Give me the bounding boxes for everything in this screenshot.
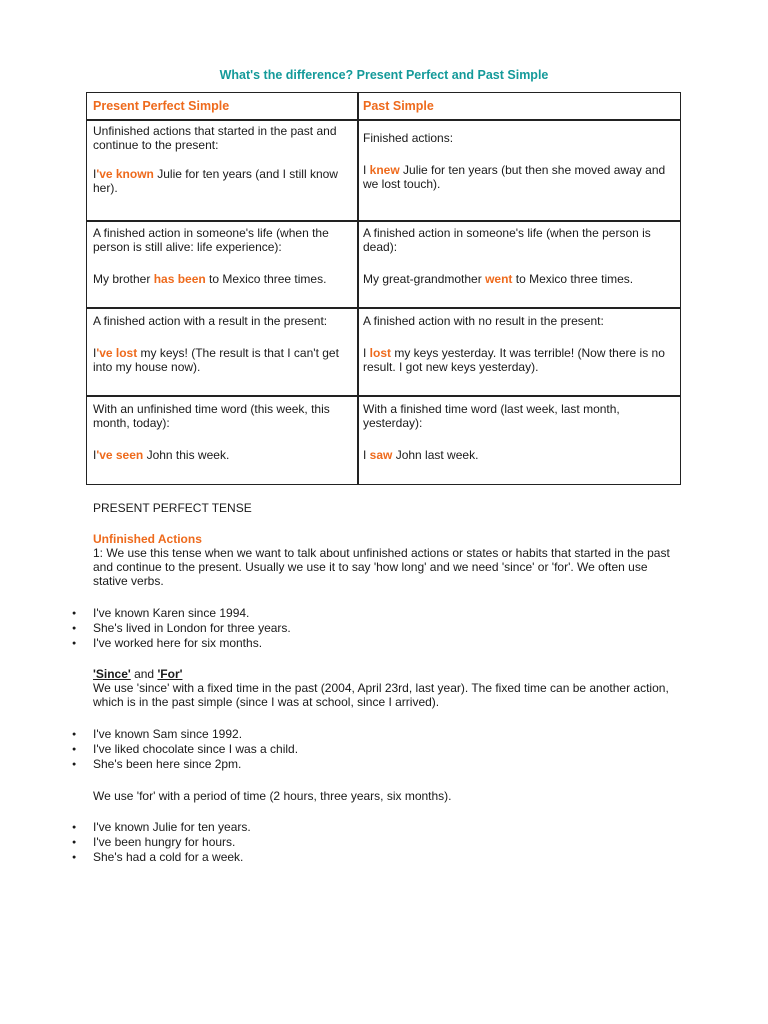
cell-example: I've lost my keys! (The result is that I can't get into my house now). — [93, 346, 339, 374]
table-cell — [363, 314, 679, 374]
cell-description: A finished action in someone's life (when the person is dead): — [363, 226, 651, 254]
table-cell — [93, 314, 351, 374]
cell-description: A finished action with no result in the present: — [363, 314, 604, 328]
unfinished-actions-section — [93, 532, 683, 588]
highlighted-verb: lost — [369, 346, 392, 360]
list-item: ● She's had a cold for a week. — [72, 850, 251, 865]
highlighted-verb: has been — [153, 272, 206, 286]
bullet-list — [72, 727, 298, 772]
cell-example: I've known Julie for ten years (and I still know her). — [93, 167, 338, 195]
table-row-divider — [87, 395, 680, 397]
highlighted-verb: 've lost — [96, 346, 138, 360]
list-item: ● I've known Sam since 1992. — [72, 727, 298, 742]
section-heading: Unfinished Actions — [93, 532, 202, 546]
cell-description: With a finished time word (last week, last month, yesterday): — [363, 402, 620, 430]
table-row-divider — [87, 307, 680, 309]
table-header-present-perfect: Present Perfect Simple — [93, 99, 230, 113]
list-item: ● I've known Karen since 1994. — [72, 606, 291, 621]
cell-example: My great-grandmother went to Mexico three times. — [363, 272, 634, 286]
since-label: 'Since' — [93, 667, 131, 681]
highlighted-verb: went — [485, 272, 513, 286]
table-row-divider — [87, 119, 680, 121]
highlighted-verb: 've known — [96, 167, 154, 181]
list-item: ● She's lived in London for three years. — [72, 621, 291, 636]
cell-example: I've seen John this week. — [93, 448, 230, 462]
cell-description: Finished actions: — [363, 131, 454, 145]
highlighted-verb: saw — [369, 448, 393, 462]
since-for-section — [93, 667, 683, 709]
comparison-table — [86, 92, 681, 485]
tense-heading: PRESENT PERFECT TENSE — [93, 501, 252, 515]
table-cell — [93, 124, 345, 195]
highlighted-verb: 've seen — [96, 448, 144, 462]
bullet-list — [72, 820, 251, 865]
bullet-list — [72, 606, 291, 651]
section-heading: 'Since' and 'For' — [93, 667, 183, 681]
table-cell — [363, 226, 679, 286]
table-row-divider — [87, 220, 680, 222]
table-cell — [93, 402, 355, 462]
section-paragraph: We use 'since' with a fixed time in the past (2004, April 23rd, last year). The fixed time can be another action, which is in the past simple (since I was at school, since I arrived). — [93, 681, 669, 709]
table-cell — [363, 131, 675, 191]
list-item: ● She's been here since 2pm. — [72, 757, 298, 772]
highlighted-verb: knew — [369, 163, 400, 177]
cell-description: Unfinished actions that started in the past and continue to the present: — [93, 124, 337, 152]
cell-description: With an unfinished time word (this week, this month, today): — [93, 402, 330, 430]
cell-example: I lost my keys yesterday. It was terrible! (Now there is no result. I got new keys yesterday). — [363, 346, 665, 374]
cell-description: A finished action in someone's life (when the person is still alive: life experience): — [93, 226, 329, 254]
document-title: What's the difference? Present Perfect and Past Simple — [219, 68, 549, 82]
table-column-divider — [357, 93, 359, 484]
cell-example: I saw John last week. — [363, 448, 479, 462]
for-paragraph: We use 'for' with a period of time (2 hours, three years, six months). — [93, 789, 452, 803]
cell-example: My brother has been to Mexico three times. — [93, 272, 327, 286]
table-cell — [363, 402, 663, 462]
list-item: ● I've worked here for six months. — [72, 636, 291, 651]
section-paragraph: 1: We use this tense when we want to talk about unfinished actions or states or habits that started in the past and continue to the present. Usually we use it to say 'how long' and we need 'since' or 'for'. We often use stative verbs. — [93, 546, 670, 588]
list-item: ● I've been hungry for hours. — [72, 835, 251, 850]
cell-example: I knew Julie for ten years (but then she moved away and we lost touch). — [363, 163, 666, 191]
cell-description: A finished action with a result in the present: — [93, 314, 328, 328]
for-label: 'For' — [157, 667, 183, 681]
table-header-past-simple: Past Simple — [363, 99, 434, 113]
table-cell — [93, 226, 355, 286]
list-item: ● I've liked chocolate since I was a child. — [72, 742, 298, 757]
list-item: ● I've known Julie for ten years. — [72, 820, 251, 835]
